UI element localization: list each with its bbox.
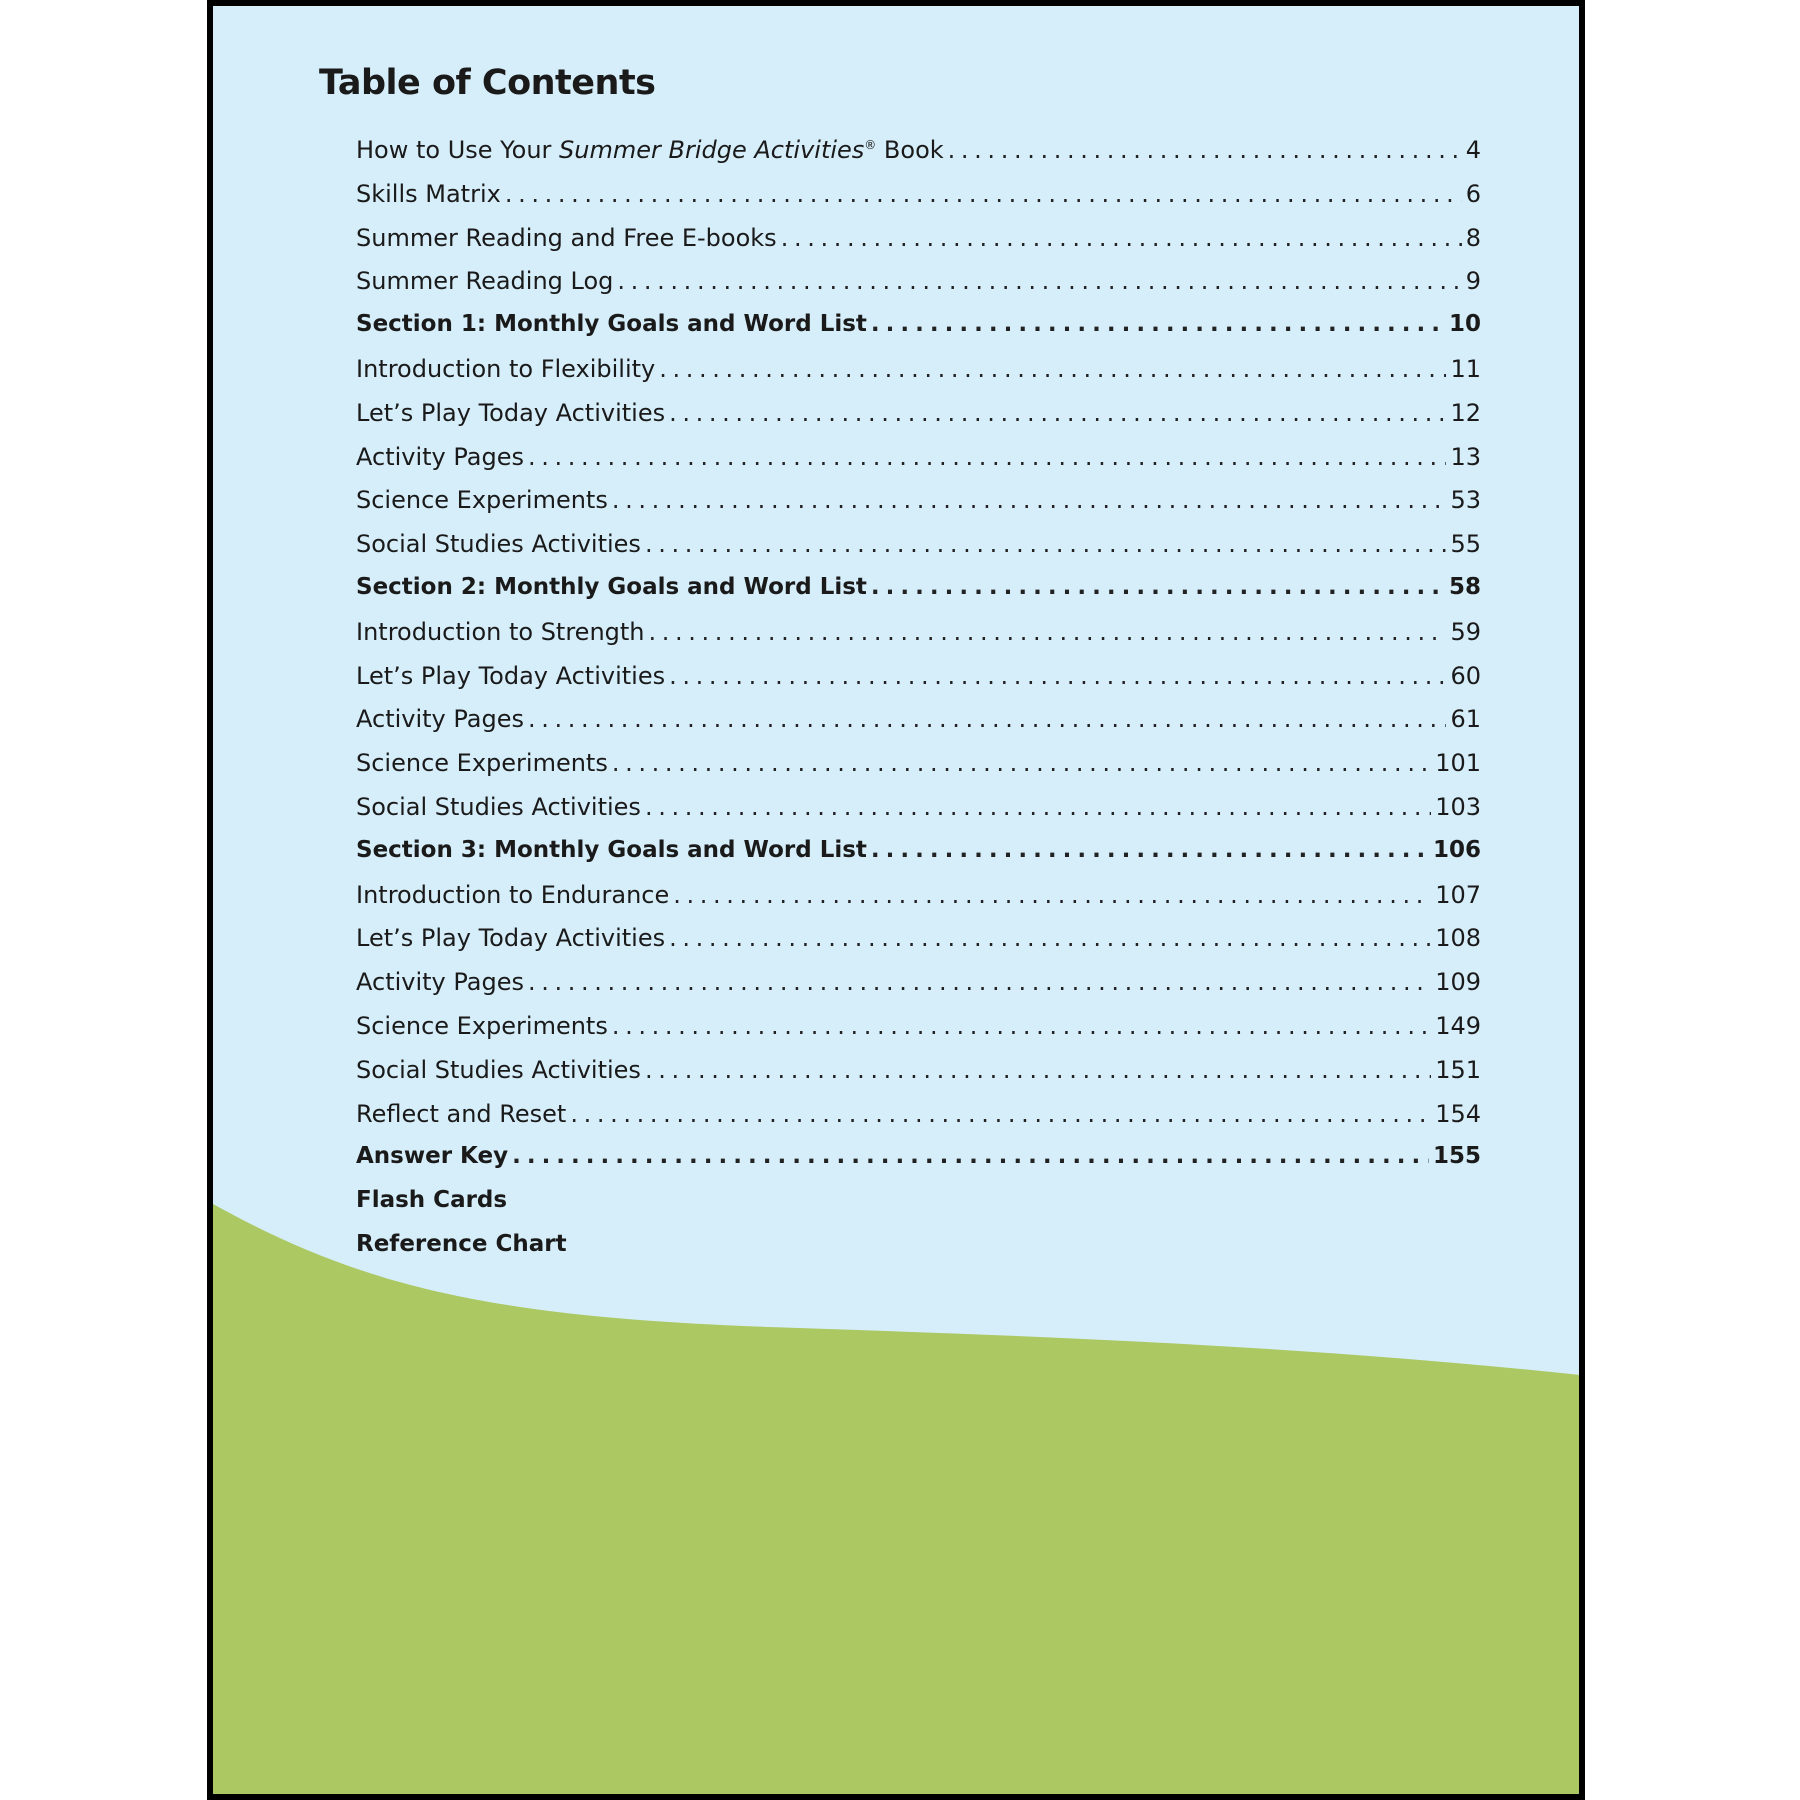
toc-entry-label: Skills Matrix — [356, 179, 501, 208]
toc-entry-label — [356, 136, 944, 164]
dot-leader — [505, 180, 1462, 208]
toc-entry[interactable] — [356, 924, 1481, 968]
toc-entry[interactable] — [356, 355, 1481, 399]
dot-leader — [528, 443, 1446, 471]
toc-entry-page: 155 — [1432, 1143, 1481, 1170]
dot-leader — [645, 1056, 1431, 1084]
toc-entry-label: Activity Pages — [356, 442, 524, 471]
toc-entry-page: 10 — [1448, 311, 1481, 338]
toc-entry-page: 106 — [1432, 836, 1481, 863]
toc-entry[interactable] — [356, 618, 1481, 662]
toc-entry-label: Answer Key — [356, 1143, 509, 1170]
toc-entry[interactable] — [356, 1231, 1481, 1275]
toc-entry-page: 154 — [1435, 1099, 1481, 1128]
dot-leader — [871, 311, 1445, 337]
dot-leader — [659, 355, 1446, 383]
dot-leader — [645, 530, 1447, 558]
toc-entry-label: Let’s Play Today Activities — [356, 398, 666, 427]
toc-entry[interactable] — [356, 180, 1481, 224]
toc-entry-page: 149 — [1435, 1011, 1481, 1040]
toc-entry[interactable] — [356, 574, 1481, 618]
toc-page — [207, 0, 1585, 1800]
dot-leader — [612, 1012, 1431, 1040]
toc-entry-page: 4 — [1465, 136, 1481, 164]
toc-entry[interactable] — [356, 749, 1481, 793]
page-title: Table of Contents — [319, 63, 656, 103]
toc-entry[interactable] — [356, 793, 1481, 837]
toc-entry-label: Section 2: Monthly Goals and Word List — [356, 573, 867, 600]
toc-entry-label: Introduction to Endurance — [356, 880, 670, 909]
toc-entry-label: Let’s Play Today Activities — [356, 924, 666, 953]
toc-entry-label: Section 3: Monthly Goals and Word List — [356, 836, 867, 863]
toc-entry[interactable] — [356, 662, 1481, 706]
toc-entry-page: 59 — [1450, 617, 1481, 646]
toc-entry[interactable] — [356, 1187, 1481, 1231]
toc-entry-page: 108 — [1435, 924, 1481, 953]
dot-leader — [673, 881, 1431, 909]
toc-entry-page: 53 — [1450, 486, 1481, 515]
toc-entry[interactable] — [356, 1056, 1481, 1100]
toc-entry-page: 107 — [1435, 880, 1481, 909]
intro-suffix: Book — [876, 136, 944, 164]
intro-prefix: How to Use Your — [356, 136, 560, 164]
toc-entry-label: Summer Reading and Free E-books — [356, 223, 777, 252]
book-title: Summer Bridge Activities — [559, 136, 865, 164]
toc-entry[interactable] — [356, 530, 1481, 574]
dot-leader — [669, 662, 1446, 690]
toc-entry-page: 60 — [1450, 661, 1481, 690]
toc-entry-page: 13 — [1450, 442, 1481, 471]
toc-entry-label: Introduction to Strength — [356, 617, 645, 646]
toc-entry-page: 103 — [1435, 792, 1481, 821]
toc-entry-label: Reflect and Reset — [356, 1099, 567, 1128]
dot-leader — [781, 224, 1462, 252]
toc-entry-page: 151 — [1435, 1055, 1481, 1084]
toc-entry[interactable] — [356, 968, 1481, 1012]
toc-entry[interactable] — [356, 443, 1481, 487]
dot-leader — [528, 705, 1446, 733]
toc-entry-label: Social Studies Activities — [356, 530, 641, 559]
toc-entry-page: 8 — [1465, 223, 1481, 252]
toc-entry-label: Reference Chart — [356, 1230, 567, 1257]
dot-leader — [649, 618, 1447, 646]
dot-leader — [570, 1100, 1431, 1128]
toc-entry-label: Flash Cards — [356, 1187, 508, 1214]
toc-entry[interactable] — [356, 1100, 1481, 1144]
dot-leader — [871, 574, 1445, 600]
dot-leader — [871, 837, 1429, 863]
toc-entry-label: Section 1: Monthly Goals and Word List — [356, 311, 867, 338]
toc-entry[interactable] — [356, 486, 1481, 530]
grass-fill — [213, 1204, 1579, 1794]
dot-leader — [669, 399, 1446, 427]
toc-entry[interactable] — [356, 1012, 1481, 1056]
toc-entry-page: 101 — [1435, 749, 1481, 778]
toc-entry[interactable] — [356, 311, 1481, 355]
toc-list — [356, 136, 1481, 1275]
toc-entry[interactable] — [356, 881, 1481, 925]
toc-entry[interactable] — [356, 224, 1481, 268]
toc-entry-page: 9 — [1465, 267, 1481, 296]
toc-entry-label: Science Experiments — [356, 1011, 608, 1040]
toc-entry-label: Social Studies Activities — [356, 792, 641, 821]
toc-entry[interactable] — [356, 1143, 1481, 1187]
toc-entry-label: Activity Pages — [356, 705, 524, 734]
dot-leader — [645, 793, 1431, 821]
toc-entry-label: Science Experiments — [356, 486, 608, 515]
dot-leader — [612, 486, 1447, 514]
toc-entry-label: Summer Reading Log — [356, 267, 614, 296]
toc-entry[interactable] — [356, 705, 1481, 749]
dot-leader — [612, 749, 1431, 777]
toc-entry[interactable] — [356, 837, 1481, 881]
toc-entry-label: Social Studies Activities — [356, 1055, 641, 1084]
toc-entry-label: Activity Pages — [356, 968, 524, 997]
toc-entry[interactable] — [356, 399, 1481, 443]
dot-leader — [512, 1143, 1429, 1169]
toc-entry-how-to-use[interactable] — [356, 136, 1481, 180]
dot-leader — [617, 267, 1461, 295]
toc-entry-page: 12 — [1450, 398, 1481, 427]
toc-entry-label: Introduction to Flexibility — [356, 354, 656, 383]
dot-leader — [948, 136, 1462, 164]
toc-entry[interactable] — [356, 267, 1481, 311]
toc-entry-page: 6 — [1465, 179, 1481, 208]
toc-entry-page: 109 — [1435, 968, 1481, 997]
dot-leader — [528, 968, 1431, 996]
toc-entry-page: 58 — [1448, 573, 1481, 600]
toc-entry-page: 11 — [1450, 354, 1481, 383]
dot-leader — [669, 924, 1431, 952]
toc-entry-page: 61 — [1450, 705, 1481, 734]
toc-entry-label: Let’s Play Today Activities — [356, 661, 666, 690]
toc-entry-page: 55 — [1450, 530, 1481, 559]
toc-entry-label: Science Experiments — [356, 749, 608, 778]
registered-mark: ® — [864, 138, 877, 152]
